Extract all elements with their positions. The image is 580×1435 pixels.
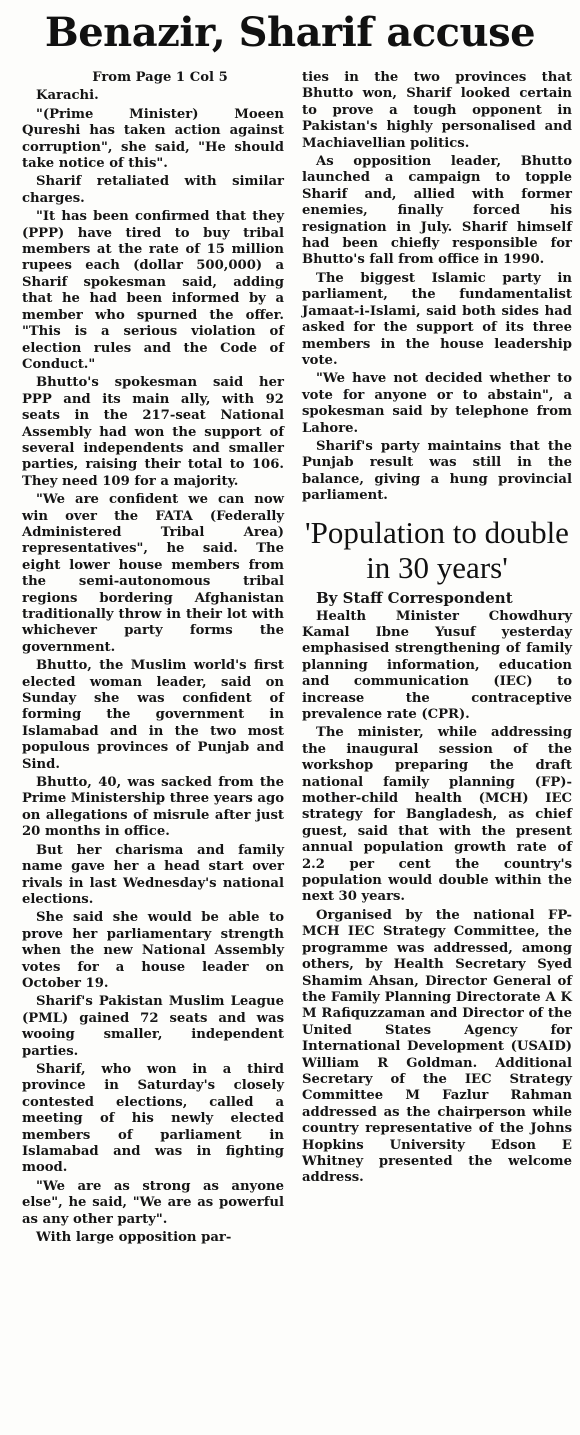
byline: By Staff Correspondent — [316, 588, 513, 607]
main-headline: Benazir, Sharif accuse — [44, 9, 536, 56]
dateline: Karachi. — [36, 88, 99, 104]
paragraph: Health Minister Chowdhury Kamal Ibne Yusuf yesterday emphasised strengthening of family planning information, education and communication (IEC) to increase the contraceptive prevalence rate (CPR). — [302, 608, 572, 722]
paragraph: "We have not decided whether to vote for anyone or to abstain", a spokesman said by telephone from Lahore. — [302, 371, 572, 436]
jump-line: From Page 1 Col 5 — [92, 70, 228, 85]
paragraph: The minister, while addressing the inaugural session of the workshop preparing the draft national family planning (FP)-mother-child health (MCH) IEC strategy for Bangladesh, as chief guest, said that with the present annual population growth rate of 2.2 per cent the country's population would double within the next 30 years. — [302, 725, 572, 905]
paragraph: Organised by the national FP-MCH IEC Strategy Committee, the programme was addressed, among others, by Health Secretary Syed Shamim Ahsan, Director General of the Family Planning Directorate A K M Rafiquzzaman and Director of the United States Agency for International Development (USAID) William R Goldman. Additional Secretary of the IEC Strategy Committee M Fazlur Rahman addressed as the chairperson while country representative of the Johns Hopkins University Edson E Whitney presented the welcome address. — [302, 907, 572, 1186]
paragraph: Sharif's party maintains that the Punjab result was still in the balance, giving a hung provincial parliament. — [302, 438, 572, 504]
paragraph: Bhutto, the Muslim world's first elected woman leader, said on Sunday she was confident of forming the government in Islamabad and in the two most populous provinces of Punjab and Sind. — [22, 658, 284, 772]
continued-paragraph: ties in the two provinces that Bhutto won, Sharif looked certain to prove a tough opponent in Pakistan's highly personalised and Machiavellian politics. — [302, 70, 572, 151]
paragraph: With large opposition par- — [36, 1230, 232, 1246]
paragraph: Bhutto's spokesman said her PPP and its main ally, with 92 seats in the 217-seat National Assembly had won the support of several independents and smaller parties, raising their total to 106. They need 109 for a majority. — [22, 375, 284, 489]
paragraph: "We are confident we can now win over the FATA (Federally Administered Tribal Area) representatives", he said. The eight lower house members from the semi-autonomous tribal regions bordering Afghanistan traditionally throw in their lot with whichever party forms the government. — [22, 492, 284, 655]
story1-left-column — [22, 70, 284, 1248]
paragraph: As opposition leader, Bhutto launched a campaign to topple Sharif and, allied with former enemies, finally forced his resignation in July. Sharif himself had been chiefly responsible for Bhutto's fall from office in 1990. — [302, 154, 572, 268]
paragraph: "(Prime Minister) Moeen Qureshi has taken action against corruption", she said, "He should take notice of this". — [22, 106, 284, 172]
paragraph: Sharif's Pakistan Muslim League (PML) gained 72 seats and was wooing smaller, independent parties. — [22, 994, 284, 1059]
paragraph: Sharif, who won in a third province in Saturday's closely contested elections, called a meeting of his newly elected members of parliament in Islamabad and was in fighting mood. — [22, 1061, 284, 1176]
paragraph: Sharif retaliated with similar charges. — [22, 174, 284, 206]
paragraph: But her charisma and family name gave her a head start over rivals in last Wednesday's national elections. — [22, 842, 284, 907]
paragraph: Bhutto, 40, was sacked from the Prime Ministership three years ago on allegations of misrule after just 20 months in office. — [22, 775, 284, 840]
paragraph: "We are as strong as anyone else", he said, "We are as powerful as any other party". — [22, 1178, 284, 1227]
paragraph: "It has been confirmed that they (PPP) have tired to buy tribal members at the rate of 15 million rupees each (dollar 500,000) a Sharif spokesman said, adding that he had been informed by a member who spurned the offer. "This is a serious violation of election rules and the Code of Conduct." — [22, 209, 284, 372]
paragraph: The biggest Islamic party in parliament, the fundamentalist Jamaat-i-Islami, said both sides had asked for the support of its three members in the house leadership vote. — [302, 270, 572, 368]
paragraph: She said she would be able to prove her parliamentary strength when the new National Assembly votes for a house leader on October 19. — [22, 910, 284, 991]
right-column — [302, 70, 572, 1189]
population-story — [302, 515, 572, 1187]
population-headline: 'Population to double in 30 years' — [305, 514, 569, 585]
